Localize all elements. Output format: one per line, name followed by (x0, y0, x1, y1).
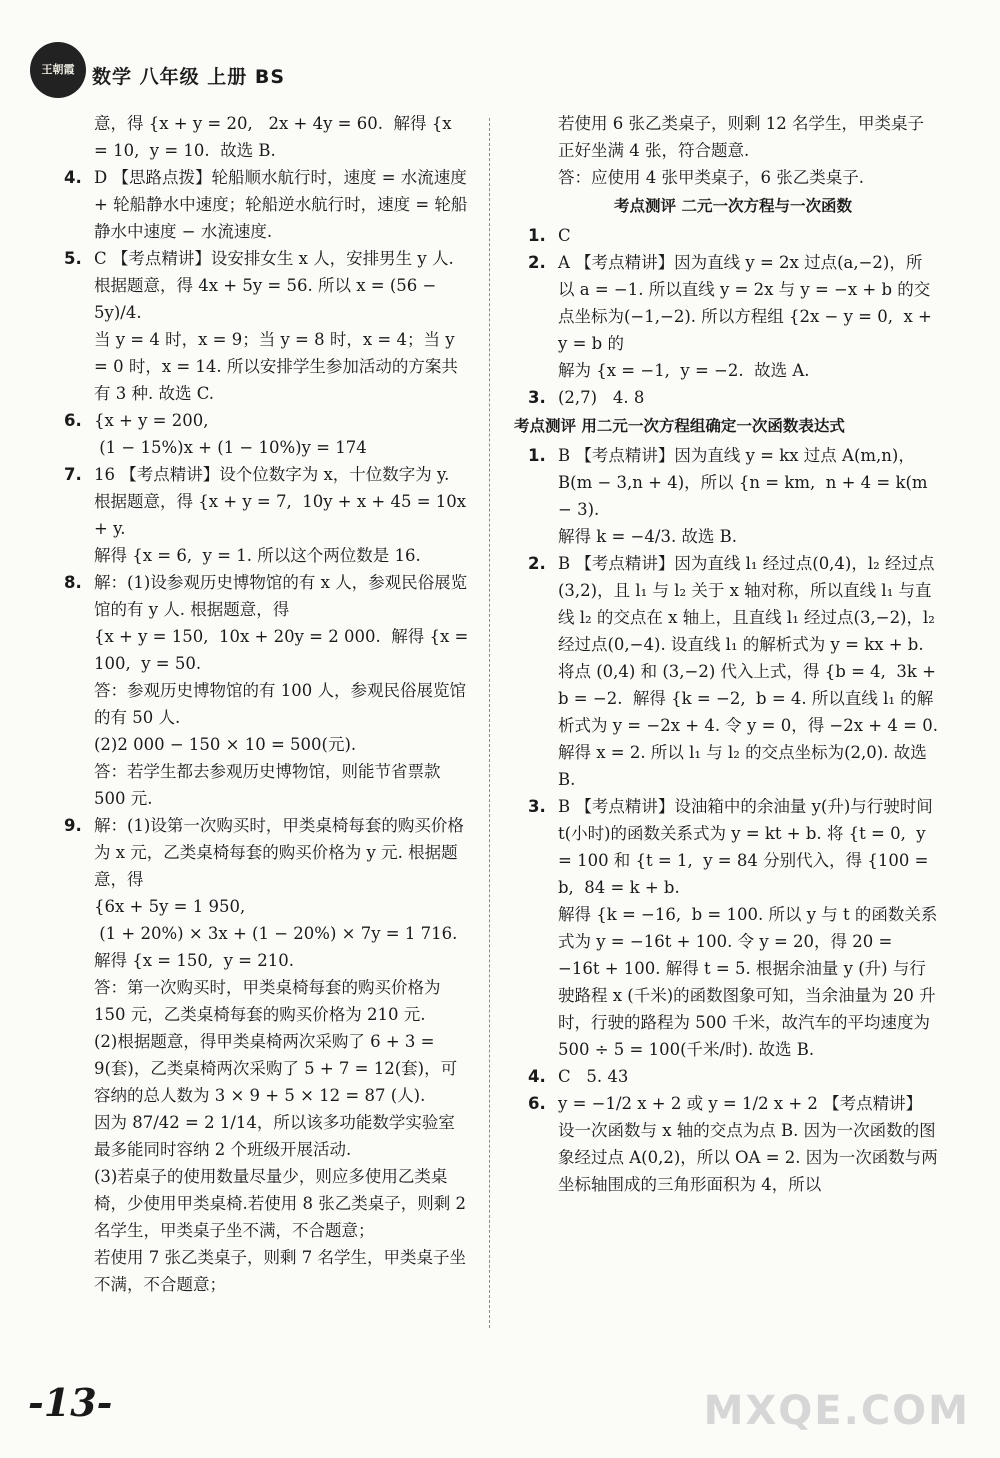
item-text: B 【考点精讲】设油箱中的余油量 y(升)与行驶时间 t(小时)的函数关系式为 y = kt + b. 将 {t = 0, y = 100 和 {t = 1, y = 84 分别代入，得 {100 = b, 84 = k + b. 解得 {k = −16, b = 100. 所以 y 与 t 的函数关系式为 y = −16t + 100. 令 y = 20，得 20 = −16t + 100. 解得 t = 5. 根据余油量 y (升) 与行驶路程 x (千米)的函数图象可知，当余油量为 20 升时，行驶的路程为 500 千米，故汽车的平均速度为 500 ÷ 5 = 100(千米/时). 故选 B. (558, 797, 938, 1059)
answer-item (528, 442, 938, 550)
item-number: 2. (528, 253, 546, 272)
item-text: A 【考点精讲】因为直线 y = 2x 过点(a,−2)，所以 a = −1. 所以直线 y = 2x 与 y = −x + b 的交点坐标为(−1,−2). 所以方程组 {2x − y = 0, x + y = b 的 解为 {x = −1, y = −2. 故选 A. (558, 253, 932, 380)
item-number: 2. (528, 554, 546, 573)
answer-item (528, 550, 944, 793)
item-text: y = −1/2 x + 2 或 y = 1/2 x + 2 【考点精讲】设一次函数与 x 轴的交点为点 B. 因为一次函数的图象经过点 A(0,2)，所以 OA = 2. 因为一次函数与两坐标轴围成的三角形面积为 4，所以 (558, 1094, 938, 1194)
answer-item (528, 793, 938, 1063)
logo (30, 42, 86, 98)
answer-item (64, 812, 469, 1298)
item-text: 解：(1)设第一次购买时，甲类桌椅每套的购买价格为 x 元，乙类桌椅每套的购买价格为 y 元. 根据题意，得 {6x + 5y = 1 950, (1 + 20%) × 3x + (1 − 20%) × 7y = 1 716. 解得 {x = 150, y = 210. 答：第一次购买时，甲类桌椅每套的购买价格为 150 元，乙类桌椅每套的购买价格为 210 元. (2)根据题意，得甲类桌椅两次采购了 6 + 3 = 9(套)，乙类桌椅两次采购了 5 + 7 = 12(套)，可容纳的总人数为 3 × 9 + 5 × 12 = 87 (人). 因为 87/42 = 2 1/14，所以该多功能数学实验室最多能同时容纳 2 个班级开展活动. (3)若桌子的使用数量尽量少，则应多使用乙类桌椅，少使用甲类桌椅.若使用 8 张乙类桌子，则剩 2 名学生，甲类桌子坐不满，不合题意； 若使用 7 张乙类桌子，则剩 7 名学生，甲类桌子坐不满，不合题意； (94, 816, 466, 1294)
header-title: 数学 八年级 上册 BS (92, 66, 286, 88)
answer-item (64, 245, 469, 407)
answer-item (528, 1063, 938, 1090)
item-number: 8. (64, 573, 82, 592)
column-divider (489, 118, 490, 1328)
continued-text: 若使用 6 张乙类桌子，则剩 12 名学生，甲类桌子正好坐满 4 张，符合题意. 答：应使用 4 张甲类桌子，6 张乙类桌子. (558, 114, 924, 187)
continued-text: 意，得 {x + y = 20, 2x + 4y = 60. 解得 {x = 10, y = 10. 故选 B. (94, 114, 457, 160)
item-number: 1. (528, 226, 546, 245)
item-number: 1. (528, 446, 546, 465)
item-number: 3. (528, 797, 546, 816)
item-text: C 5. 43 (558, 1067, 629, 1086)
logo-text: 王朝霞 (41, 63, 75, 76)
section-heading: 考点测评 用二元一次方程组确定一次函数表达式 (514, 417, 845, 435)
answer-item (64, 461, 469, 569)
item-number: 4. (64, 168, 82, 187)
item-number: 3. (528, 388, 546, 407)
answer-item (64, 569, 469, 812)
item-text: C 【考点精讲】设安排女生 x 人，安排男生 y 人. 根据题意，得 4x + 5y = 56. 所以 x = (56 − 5y)/4. 当 y = 4 时，x = 9；当 y = 8 时，x = 4；当 y = 0 时，x = 14. 所以安排学生参加活动的方案共有 3 种. 故选 C. (94, 249, 458, 403)
item-number: 6. (528, 1094, 546, 1113)
item-number: 9. (64, 816, 82, 835)
right-column (514, 110, 944, 1198)
left-column (64, 110, 473, 1298)
item-text: {x + y = 200, (1 − 15%)x + (1 − 10%)y = 174 (94, 411, 367, 457)
item-number: 4. (528, 1067, 546, 1086)
answer-item (64, 164, 473, 245)
item-text: B 【考点精讲】因为直线 y = kx 过点 A(m,n)，B(m − 3,n + 4)，所以 {n = km, n + 4 = k(m − 3). 解得 k = −4/3. 故选 B. (558, 446, 928, 546)
answer-item (64, 407, 469, 461)
item-number: 7. (64, 465, 82, 484)
answer-item (528, 249, 938, 384)
answer-item (528, 384, 938, 411)
page-number: -13- (28, 1380, 113, 1425)
item-text: 16 【考点精讲】设个位数字为 x，十位数字为 y. 根据题意，得 {x + y = 7, 10y + x + 45 = 10x + y. 解得 {x = 6, y = 1. 所以这个两位数是 16. (94, 465, 467, 565)
item-text: C (558, 226, 571, 245)
item-text: (2,7) 4. 8 (558, 388, 645, 407)
answer-item (528, 222, 938, 249)
answer-item (528, 1090, 938, 1198)
item-text: B 【考点精讲】因为直线 l₁ 经过点(0,4)，l₂ 经过点(3,2)，且 l₁ 与 l₂ 关于 x 轴对称，所以直线 l₁ 与直线 l₂ 的交点在 x 轴上，且直线 l₁ 经过点(3,−2)，l₂ 经过点(0,−4). 设直线 l₁ 的解析式为 y = kx + b. 将点 (0,4) 和 (3,−2) 代入上式，得 {b = 4, 3k + b = −2. 解得 {k = −2, b = 4. 所以直线 l₁ 的解析式为 y = −2x + 4. 令 y = 0，得 −2x + 4 = 0. 解得 x = 2. 所以 l₁ 与 l₂ 的交点坐标为(2,0). 故选 B. (558, 554, 944, 789)
item-number: 6. (64, 411, 82, 430)
item-number: 5. (64, 249, 82, 268)
section-heading: 考点测评 二元一次方程与一次函数 (614, 197, 852, 215)
item-text: D 【思路点拨】轮船顺水航行时，速度 = 水流速度 + 轮船静水中速度；轮船逆水航行时，速度 = 轮船静水中速度 − 水流速度. (94, 168, 473, 241)
watermark: MXQE.COM (703, 1388, 970, 1434)
page-header (30, 42, 330, 102)
item-text: 解：(1)设参观历史博物馆的有 x 人，参观民俗展览馆的有 y 人. 根据题意，得 {x + y = 150, 10x + 20y = 2 000. 解得 {x = 100, y = 50. 答：参观历史博物馆的有 100 人，参观民俗展览馆的有 50 人. (2)2 000 − 150 × 10 = 500(元). 答：若学生都去参观历史博物馆，则能节省票款 500 元. (94, 573, 469, 808)
